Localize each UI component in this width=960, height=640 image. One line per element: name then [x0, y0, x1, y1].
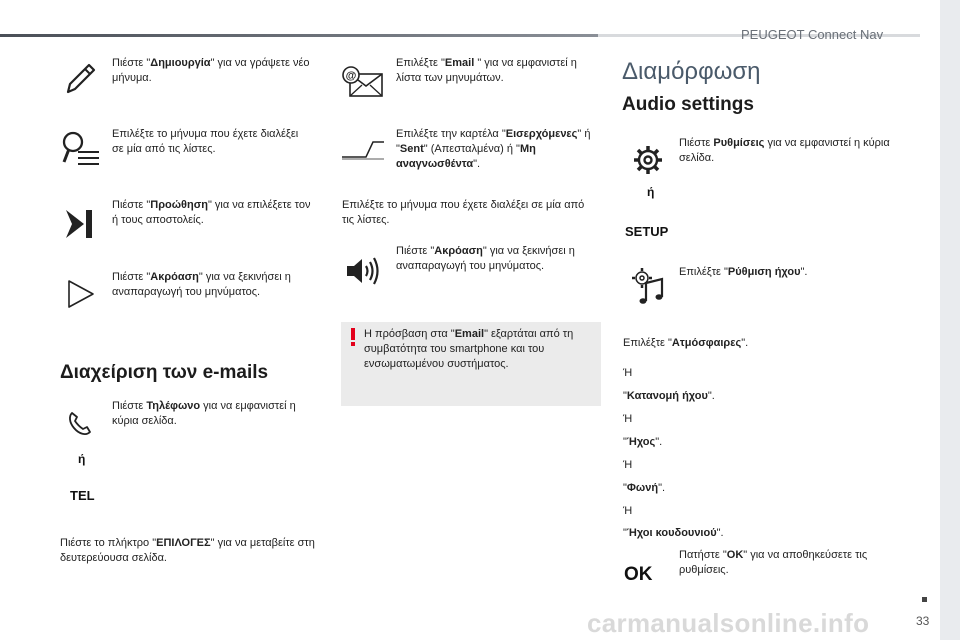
title-audio-settings: Audio settings [622, 94, 754, 115]
page-number: 33 [916, 614, 930, 628]
phone-icon [66, 410, 94, 438]
setup-label: SETUP [625, 224, 669, 239]
tab-icon [340, 138, 386, 160]
option-line: Επιλέξτε "Ατμόσφαιρες". [623, 337, 749, 349]
or-label-left: ή [78, 452, 86, 466]
or-label-right: ή [647, 185, 655, 199]
page-edge-strip [940, 0, 960, 640]
inbox-text: Επιλέξτε την καρτέλα "Εισερχόμενες" ή "Sent" (Απεσταλμένα) ή "Μη αναγνωσθέντα". [396, 128, 591, 170]
section-title-emails: Διαχείριση των e-mails [60, 362, 269, 383]
gear-music-icon [630, 266, 666, 306]
watermark: carmanualsonline.info [587, 608, 870, 638]
tel-label: TEL [70, 488, 95, 503]
page-marker [922, 597, 927, 602]
option-line: Ή [623, 459, 633, 471]
listen-text-mid: Πιέστε "Ακρόαση" για να ξεκινήσει η αναπαραγωγή του μηνύματος. [396, 245, 575, 272]
sound-settings-text: Επιλέξτε "Ρύθμιση ήχου". [679, 266, 808, 278]
play-icon [66, 278, 96, 310]
pencil-icon [62, 58, 98, 98]
option-line: Ή [623, 367, 633, 379]
option-line: "Ήχοι κουδουνιού". [623, 527, 724, 539]
option-line: Ή [623, 413, 633, 425]
option-line: "Ήχος". [623, 436, 663, 448]
svg-text:@: @ [345, 70, 357, 82]
settings-text: Πιέστε Ρυθμίσεις για να εμφανιστεί η κύρια σελίδα. [679, 137, 890, 164]
title-configuration: Διαμόρφωση [622, 58, 761, 85]
speaker-icon [345, 256, 381, 286]
brand-title: PEUGEOT Connect Nav [741, 27, 884, 42]
forward-text: Πιέστε "Προώθηση" για να επιλέξετε τον ή τους αποστολείς. [112, 199, 311, 226]
ok-label: OK [624, 564, 653, 585]
email-icon [342, 66, 384, 98]
option-line: Ή [623, 505, 633, 517]
listen-text-left: Πιέστε "Ακρόαση" για να ξεκινήσει η αναπαραγωγή του μηνύματος. [112, 271, 291, 298]
email-text: Επιλέξτε "Email " για να εμφανιστεί η λίστα των μηνυμάτων. [396, 57, 577, 84]
forward-icon [62, 206, 98, 242]
header-rule [0, 34, 598, 37]
options-footer-text: Πιέστε το πλήκτρο "ΕΠΙΛΟΓΕΣ" για να μεταβείτε στη δευτερεύουσα σελίδα. [60, 537, 315, 564]
select-message-text: Επιλέξτε το μήνυμα που έχετε διαλέξει σε μία από τις λίστες. [112, 128, 299, 155]
option-line: "Φωνή". [623, 482, 666, 494]
option-line: "Κατανομή ήχου". [623, 390, 715, 402]
phone-text: Πιέστε Τηλέφωνο για να εμφανιστεί η κύρια σελίδα. [112, 400, 296, 427]
compose-text: Πιέστε "Δημιουργία" για να γράψετε νέο μήνυμα. [112, 57, 310, 84]
gear-icon [632, 144, 664, 176]
list-search-icon [58, 128, 102, 172]
ok-text: Πατήστε "OK" για να αποθηκεύσετε τις ρυθμίσεις. [679, 549, 868, 576]
warning-icon [349, 328, 357, 346]
select-message-text-mid: Επιλέξτε το μήνυμα που έχετε διαλέξει σε μία από τις λίστες. [342, 199, 585, 226]
note-text: Η πρόσβαση στα "Email" εξαρτάται από τη συμβατότητα του smartphone και του ενσωματωμένου συστήματος. [364, 328, 574, 370]
